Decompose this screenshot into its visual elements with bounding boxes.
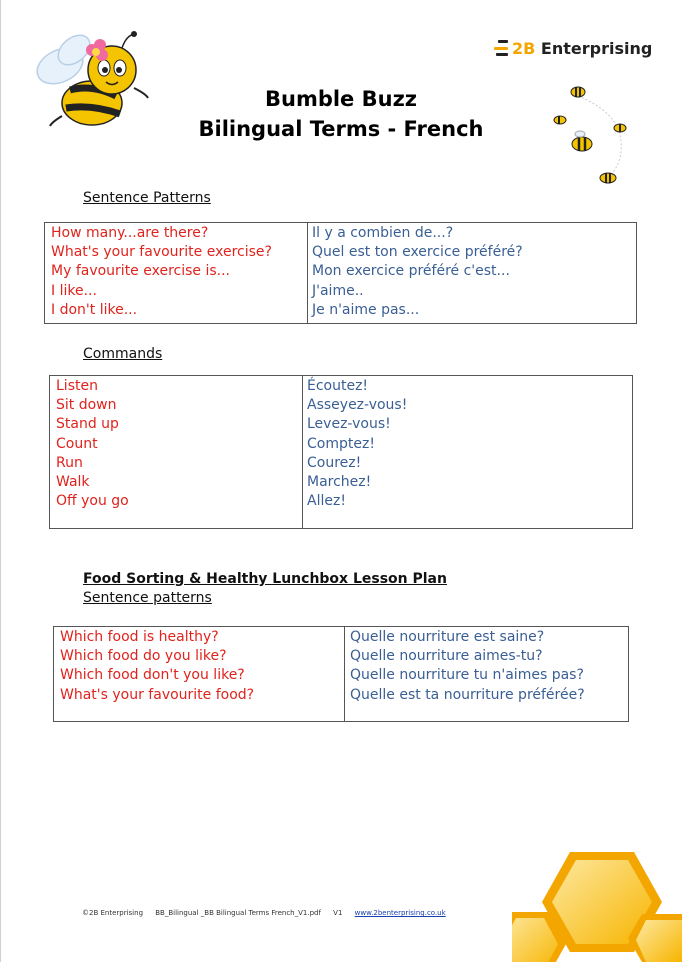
column-divider — [302, 376, 303, 528]
food-sentence-patterns-heading: Sentence patterns — [83, 590, 212, 606]
footer-website-link[interactable]: www.2benterprising.co.uk — [354, 909, 446, 917]
food-french-column — [350, 627, 585, 721]
table-row: Allez! — [307, 493, 346, 510]
document-subtitle: Bilingual Terms - French — [198, 117, 484, 141]
document-title: Bumble Buzz — [264, 87, 418, 111]
table-row: Je n'aime pas... — [312, 301, 420, 318]
table-row: Courez! — [307, 454, 362, 471]
sentence-patterns-english-column — [51, 223, 272, 323]
table-row: J'aime.. — [312, 282, 364, 299]
small-bees-illustration — [548, 78, 658, 193]
commands-english-column — [56, 376, 129, 528]
lesson-plan-heading: Food Sorting & Healthy Lunchbox Lesson Plan — [83, 571, 447, 587]
table-row: Quel est ton exercice préféré? — [312, 244, 523, 261]
food-table — [53, 626, 629, 722]
table-row: Quelle nourriture est saine? — [350, 629, 545, 645]
table-row: Off you go — [56, 493, 129, 510]
brand-logo — [494, 36, 652, 60]
bee-mascot-illustration — [30, 28, 160, 138]
table-row: Which food do you like? — [60, 648, 227, 665]
brand-name: 2B Enterprising — [512, 38, 653, 58]
table-row: Comptez! — [307, 435, 375, 452]
table-row: Il y a combien de...? — [312, 225, 454, 241]
table-row: Walk — [56, 474, 90, 491]
table-row: I like... — [51, 282, 97, 299]
commands-french-column — [307, 376, 407, 528]
table-row: Which food don't you like? — [60, 667, 245, 684]
table-row: How many...are there? — [51, 225, 209, 241]
sentence-patterns-french-column — [312, 223, 523, 323]
table-row: Listen — [56, 378, 98, 394]
footer-filename: BB_Bilingual _BB Bilingual Terms French_V1.pdf — [155, 909, 321, 917]
honeycomb-decoration — [512, 852, 682, 962]
column-divider — [344, 627, 345, 721]
table-row: Quelle nourriture tu n'aimes pas? — [350, 667, 584, 684]
table-row: Which food is healthy? — [60, 629, 219, 645]
sentence-patterns-heading: Sentence Patterns — [83, 190, 211, 206]
commands-table — [49, 375, 633, 529]
food-english-column — [60, 627, 254, 721]
sentence-patterns-table — [44, 222, 637, 324]
table-row: Levez-vous! — [307, 416, 391, 433]
logo-mark-icon — [494, 40, 508, 56]
table-row: Écoutez! — [307, 378, 369, 394]
table-row: I don't like... — [51, 301, 138, 318]
table-row: Marchez! — [307, 474, 372, 491]
table-row: Quelle nourriture aimes-tu? — [350, 648, 543, 665]
footer-version: V1 — [333, 909, 343, 917]
commands-heading: Commands — [83, 346, 163, 362]
page-footer — [82, 909, 456, 917]
table-row: Stand up — [56, 416, 119, 433]
footer-copyright: ©2B Enterprising — [82, 909, 144, 917]
table-row: What's your favourite exercise? — [51, 244, 272, 261]
table-row: Sit down — [56, 397, 117, 414]
column-divider — [307, 223, 308, 323]
page-edge — [0, 0, 1, 962]
table-row: Run — [56, 454, 83, 471]
table-row: Mon exercice préféré c'est... — [312, 263, 510, 280]
table-row: Asseyez-vous! — [307, 397, 408, 414]
table-row: Count — [56, 435, 98, 452]
table-row: My favourite exercise is... — [51, 263, 231, 280]
table-row: Quelle est ta nourriture préférée? — [350, 686, 585, 703]
table-row: What's your favourite food? — [60, 686, 255, 703]
